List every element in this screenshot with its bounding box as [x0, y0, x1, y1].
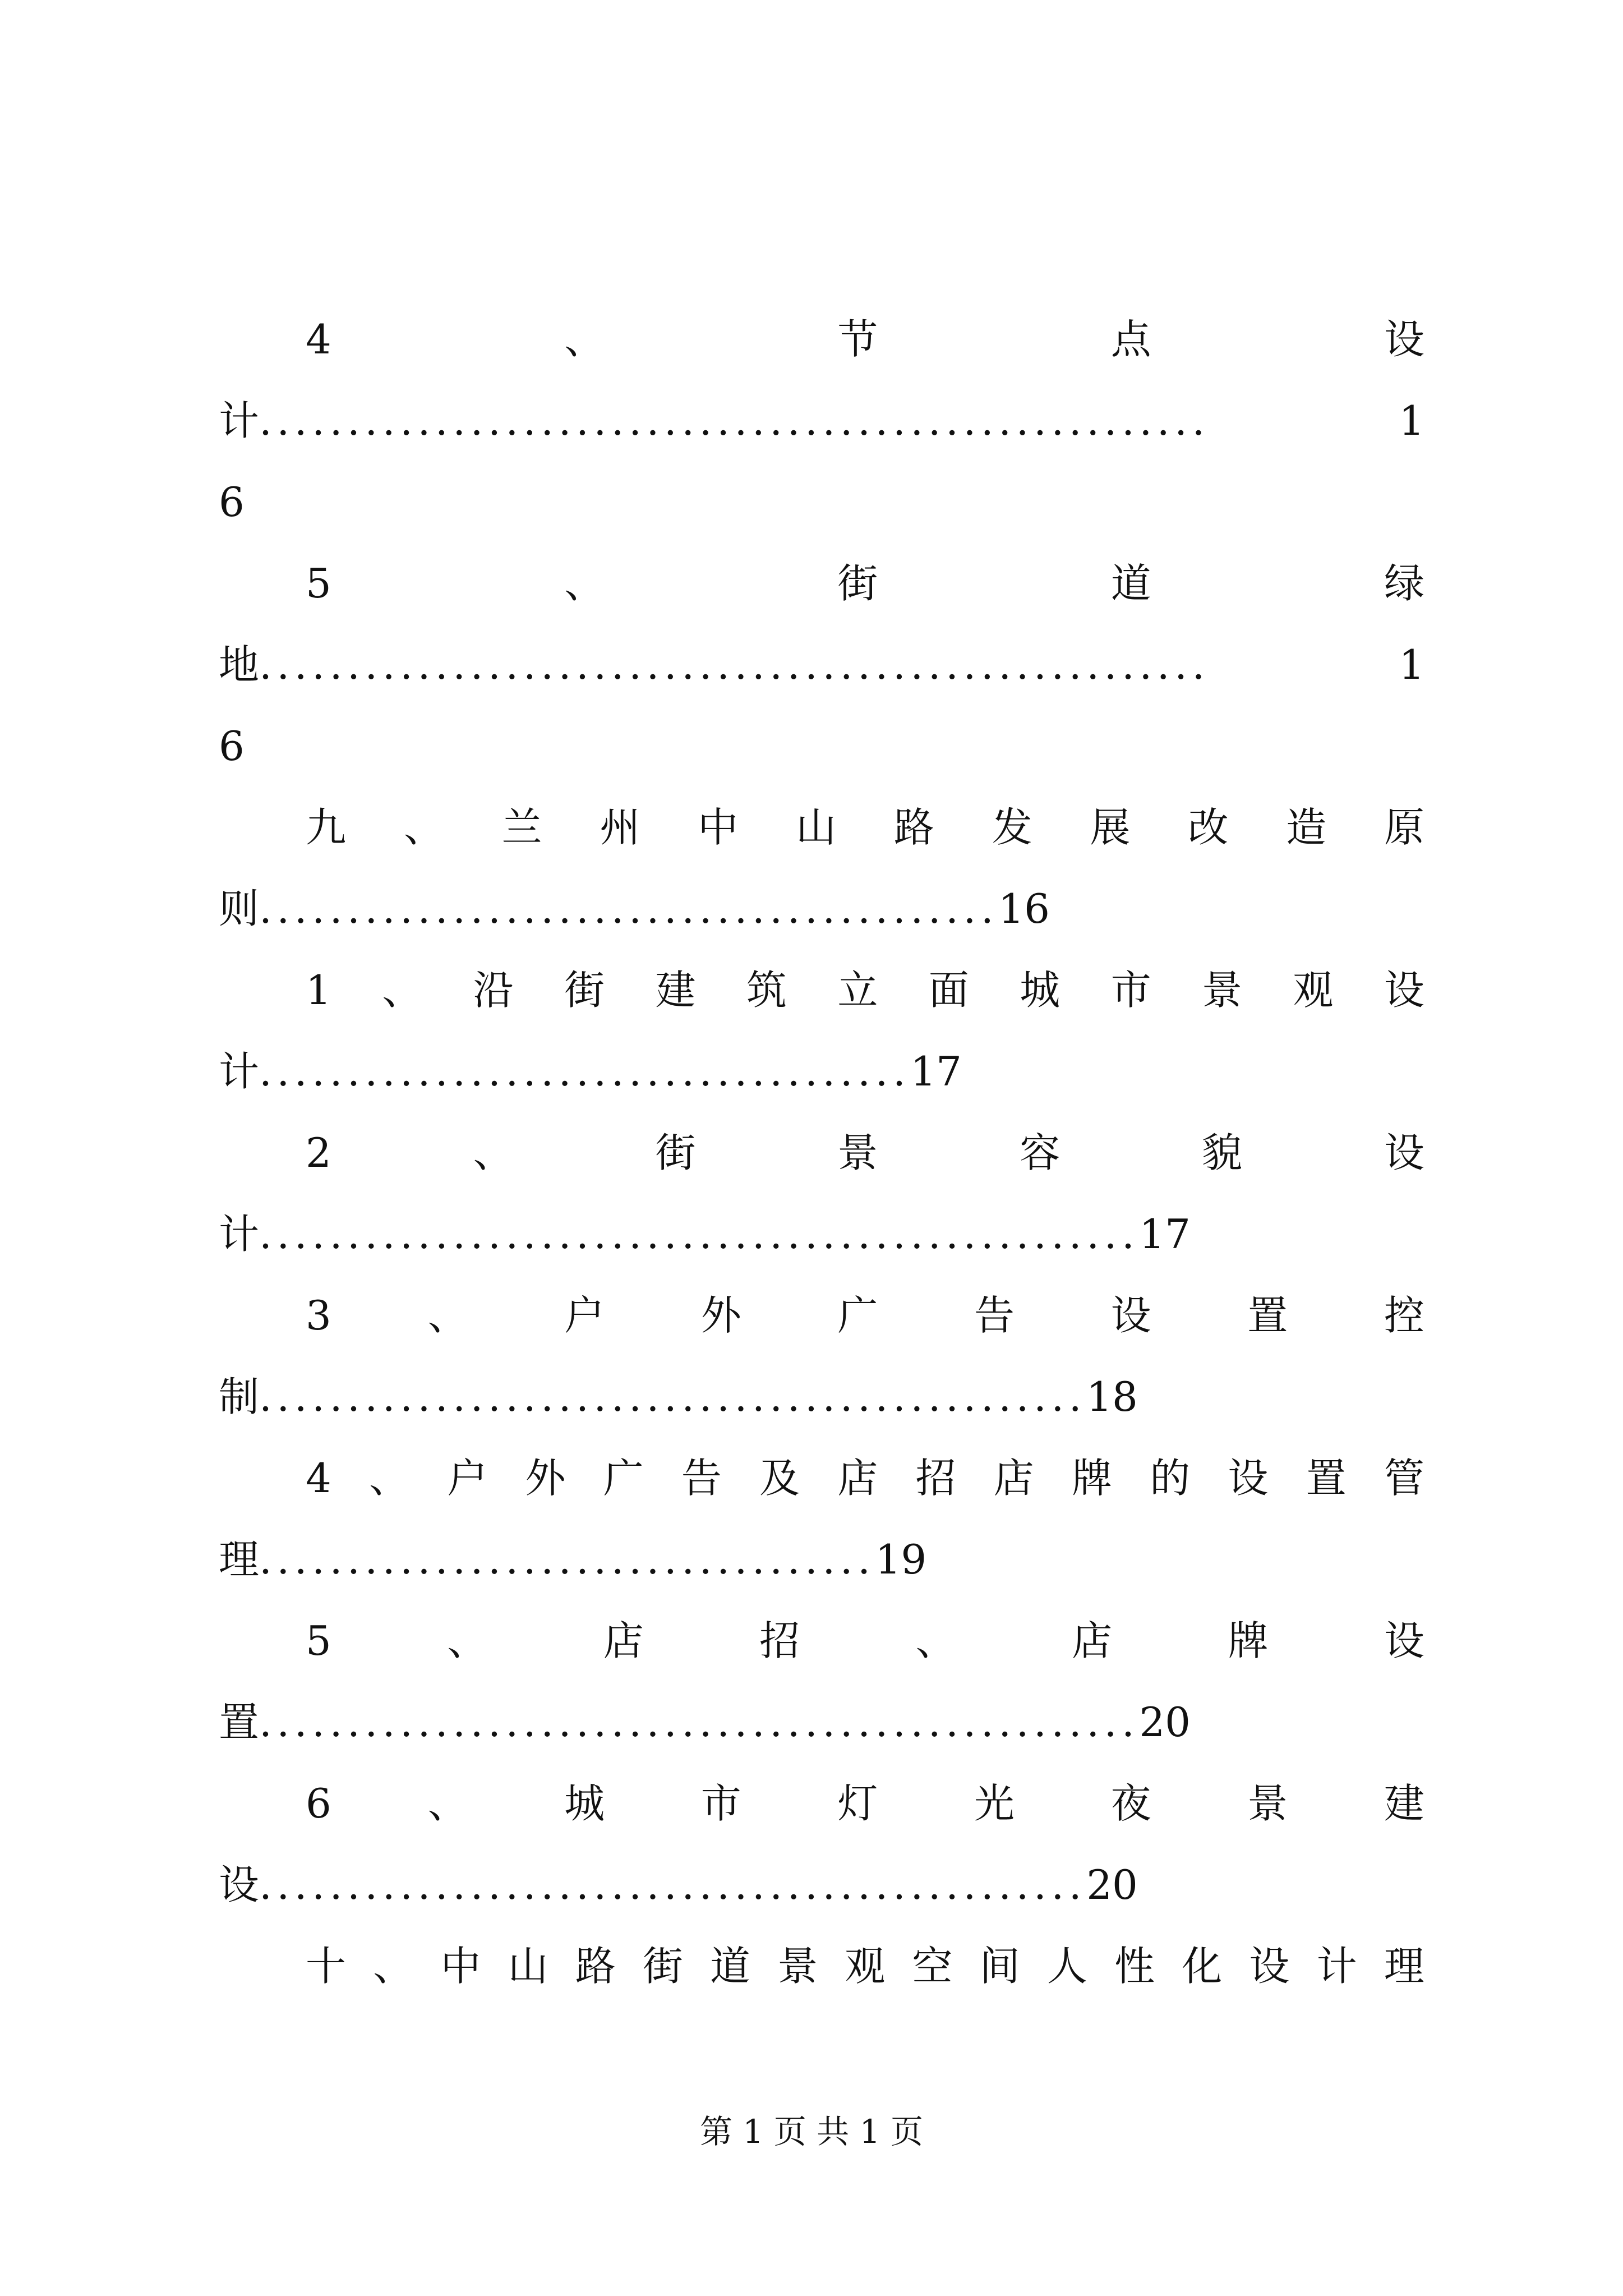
toc-token: 置: [1247, 1292, 1288, 1339]
toc-page-number-wrap: 6: [219, 723, 245, 770]
toc-token: 展: [1090, 804, 1131, 851]
toc-token: 空: [912, 1943, 953, 1990]
toc-token: 人: [1046, 1943, 1087, 1990]
toc-token: 景: [1202, 967, 1243, 1014]
toc-entry-heading: [219, 794, 1424, 861]
toc-leader-dots: ......................................................: [259, 397, 1210, 444]
toc-token: 山: [508, 1943, 548, 1990]
toc-token: 山: [796, 804, 837, 851]
toc-entry-heading: [219, 306, 1424, 373]
toc-token: 道: [1110, 560, 1151, 607]
toc-page-number: 18: [1086, 1373, 1138, 1420]
toc-entry-continuation: [219, 875, 1424, 942]
toc-token: 筑: [746, 967, 787, 1014]
toc-token: 容: [1020, 1129, 1061, 1176]
toc-leader-dots: ...............................................: [259, 1373, 1087, 1420]
toc-cont-text: 则: [219, 885, 260, 932]
toc-token: 街: [564, 967, 605, 1014]
toc-token: 招: [759, 1617, 800, 1664]
toc-token: 夜: [1110, 1780, 1151, 1827]
toc-token: 景: [1247, 1780, 1288, 1827]
toc-token: 建: [1384, 1780, 1424, 1827]
toc-token: 间: [979, 1943, 1020, 1990]
toc-token: 、: [915, 1617, 956, 1664]
toc-token: 5: [306, 560, 331, 607]
toc-token: 城: [564, 1780, 605, 1827]
toc-leader-dots: ..........................................: [259, 885, 999, 932]
toc-token: 中: [698, 804, 739, 851]
toc-token: 、: [473, 1129, 514, 1176]
toc-token: 、: [447, 1617, 488, 1664]
toc-token: 市: [1110, 967, 1151, 1014]
toc-token: 灯: [837, 1780, 878, 1827]
toc-leader-dots: ...............................................: [259, 1861, 1087, 1908]
toc-entry-page-wrap: [219, 468, 1424, 536]
toc-token: 设: [1249, 1943, 1290, 1990]
toc-token: 州: [600, 804, 640, 851]
toc-page-number-wrap: 6: [219, 478, 245, 526]
toc-page-number: 20: [1139, 1699, 1191, 1746]
toc-token: 性: [1114, 1943, 1155, 1990]
toc-token: 牌: [1228, 1617, 1269, 1664]
toc-token: 路: [575, 1943, 616, 1990]
toc-token: 、: [373, 1943, 414, 1990]
toc-token: 户: [447, 1455, 488, 1502]
toc-entry-continuation: [219, 1038, 1424, 1105]
toc-token: 景: [837, 1129, 878, 1176]
toc-page-number: 1: [1399, 641, 1424, 688]
toc-page-number: 1: [1399, 397, 1424, 444]
toc-token: 观: [845, 1943, 886, 1990]
toc-token: 广: [837, 1292, 878, 1339]
toc-entry-heading: [219, 1282, 1424, 1349]
toc-cont-text: 设: [219, 1861, 260, 1908]
toc-token: 造: [1286, 804, 1327, 851]
toc-token: 发: [992, 804, 1032, 851]
toc-token: 貌: [1202, 1129, 1243, 1176]
toc-token: 改: [1188, 804, 1229, 851]
toc-token: 建: [655, 967, 696, 1014]
toc-leader-dots: ...................................: [259, 1536, 875, 1583]
toc-cont-text: 理: [219, 1536, 260, 1583]
toc-cont-text: 计: [219, 1211, 260, 1258]
toc-entry-continuation: [219, 1851, 1424, 1918]
toc-token: 计: [1316, 1943, 1357, 1990]
toc-token: 3: [306, 1292, 331, 1339]
toc-token: 、: [382, 967, 423, 1014]
toc-token: 广: [603, 1455, 644, 1502]
toc-token: 告: [681, 1455, 722, 1502]
toc-token: 街: [642, 1943, 683, 1990]
toc-token: 4: [306, 316, 331, 363]
toc-cont-text: 置: [219, 1699, 260, 1746]
toc-token: 街: [837, 560, 878, 607]
toc-token: 点: [1110, 316, 1151, 363]
toc-token: 店: [603, 1617, 644, 1664]
toc-cont-text: 计: [219, 397, 260, 444]
toc-token: 1: [306, 967, 331, 1014]
toc-cont-text: 制: [219, 1373, 260, 1420]
toc-entry-heading: [219, 1932, 1424, 2000]
toc-entry-heading: [219, 1607, 1424, 1674]
toc-token: 、: [427, 1780, 468, 1827]
toc-token: 立: [837, 967, 878, 1014]
toc-token: 牌: [1071, 1455, 1112, 1502]
toc-entry-page-wrap: [219, 712, 1424, 780]
toc-token: 、: [564, 316, 605, 363]
toc-token: 设: [1384, 316, 1424, 363]
toc-page-number: 17: [910, 1048, 962, 1095]
toc-token: 城: [1020, 967, 1061, 1014]
toc-token: 设: [1384, 1617, 1424, 1664]
toc-token: 设: [1228, 1455, 1269, 1502]
toc-token: 观: [1293, 967, 1334, 1014]
toc-token: 告: [974, 1292, 1015, 1339]
toc-entry-continuation: [219, 1363, 1424, 1430]
toc-token: 控: [1384, 1292, 1424, 1339]
toc-token: 、: [403, 804, 444, 851]
toc-cont-text: 地: [219, 641, 260, 688]
toc-page-number: 20: [1086, 1861, 1138, 1908]
toc-token: 兰: [501, 804, 542, 851]
toc-token: 市: [700, 1780, 741, 1827]
toc-token: 店: [993, 1455, 1034, 1502]
toc-token: 、: [564, 560, 605, 607]
toc-token: 道: [710, 1943, 751, 1990]
toc-token: 化: [1182, 1943, 1223, 1990]
toc-page-number: 16: [998, 885, 1050, 932]
toc-token: 九: [306, 804, 347, 851]
toc-cont-text: 计: [219, 1048, 260, 1095]
toc-token: 面: [928, 967, 969, 1014]
toc-token: 绿: [1384, 560, 1424, 607]
toc-token: 景: [777, 1943, 818, 1990]
toc-entry-continuation: [219, 1526, 1424, 1593]
toc-token: 、: [369, 1455, 410, 1502]
toc-entry-continuation: [219, 1200, 1424, 1268]
toc-page-number: 19: [875, 1536, 927, 1583]
toc-token: 十: [306, 1943, 347, 1990]
toc-leader-dots: .....................................: [259, 1048, 911, 1095]
toc-token: 原: [1384, 804, 1424, 851]
toc-token: 招: [915, 1455, 956, 1502]
toc-leader-dots: ..................................................: [259, 1699, 1140, 1746]
toc-token: 设: [1384, 967, 1424, 1014]
toc-token: 店: [837, 1455, 878, 1502]
toc-token: 5: [306, 1617, 331, 1664]
toc-token: 街: [655, 1129, 696, 1176]
toc-token: 、: [427, 1292, 468, 1339]
toc-token: 的: [1150, 1455, 1191, 1502]
toc-token: 路: [893, 804, 934, 851]
toc-token: 光: [974, 1780, 1015, 1827]
toc-entry-continuation: [219, 1688, 1424, 1756]
toc-token: 设: [1110, 1292, 1151, 1339]
toc-token: 及: [759, 1455, 800, 1502]
toc-entry-continuation: [219, 631, 1424, 698]
toc-entry-heading: [219, 1444, 1424, 1512]
toc-token: 沿: [473, 967, 514, 1014]
toc-token: 节: [837, 316, 878, 363]
toc-token: 户: [564, 1292, 605, 1339]
toc-leader-dots: ......................................................: [259, 641, 1210, 688]
toc-token: 外: [525, 1455, 566, 1502]
toc-token: 店: [1072, 1617, 1113, 1664]
page-footer: 第 1 页 共 1 页: [700, 2113, 923, 2151]
toc-leader-dots: ..................................................: [259, 1211, 1140, 1258]
toc-token: 中: [440, 1943, 481, 1990]
toc-token: 置: [1306, 1455, 1347, 1502]
toc-entry-heading: [219, 1119, 1424, 1186]
toc-entry-continuation: [219, 387, 1424, 454]
toc-entry-heading: [219, 550, 1424, 617]
toc-token: 4: [306, 1455, 331, 1502]
toc-token: 理: [1384, 1943, 1424, 1990]
toc-token: 管: [1384, 1455, 1424, 1502]
toc-token: 6: [306, 1780, 331, 1827]
toc-entry-heading: [219, 956, 1424, 1024]
toc-token: 外: [700, 1292, 741, 1339]
toc-token: 2: [306, 1129, 331, 1176]
toc-page-number: 17: [1139, 1211, 1191, 1258]
toc-token: 设: [1384, 1129, 1424, 1176]
toc-entry-heading: [219, 1770, 1424, 1837]
